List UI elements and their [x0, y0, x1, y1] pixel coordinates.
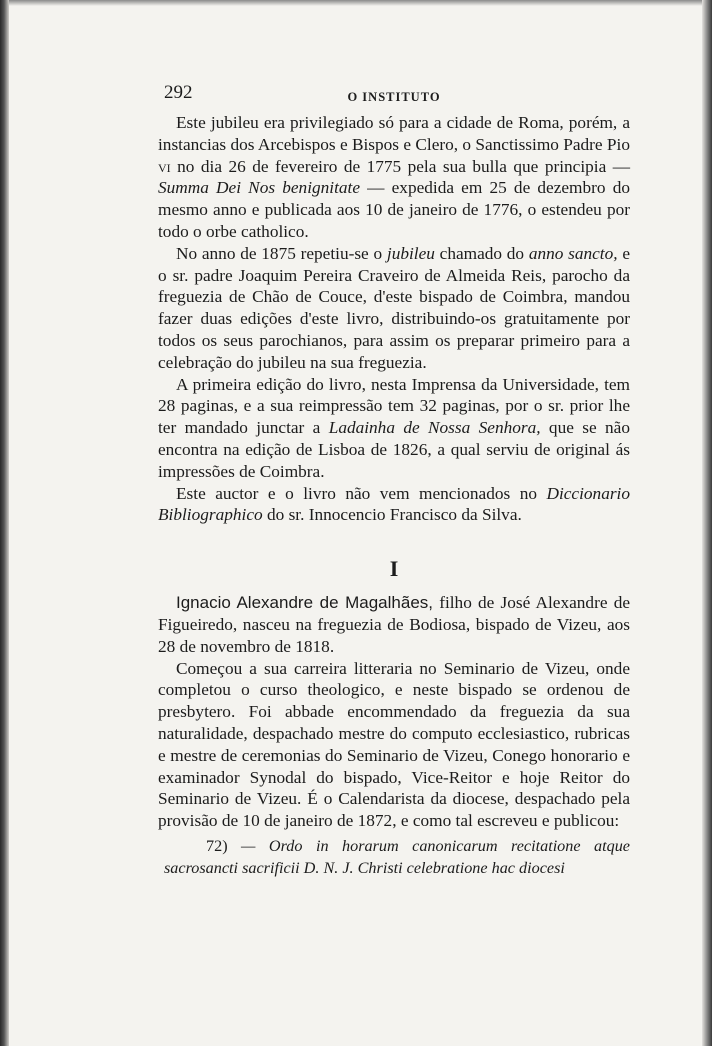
author-name: Ignacio Alexandre de Magalhães, — [176, 593, 434, 613]
page-header — [158, 82, 630, 112]
entry-number: 72) — [206, 836, 228, 855]
roman-numeral: vi — [158, 156, 171, 176]
intro-paragraph — [158, 483, 630, 527]
entry-title: — Ordo in horarum canonicarum recitatione atque sacrosancti sacrificii D. N. J. Christi celebratione hac diocesi — [164, 836, 630, 877]
text-run: Este jubileu era privilegiado só para a cidade de Roma, porém, a instancias dos Arcebispos e Bispos e Clero, o Sanctissimo Padre Pio — [158, 113, 630, 154]
italic-text: anno sancto, — [528, 243, 618, 263]
book-page — [158, 82, 630, 879]
section-text — [158, 592, 630, 832]
italic-text: Summa Dei Nos benignitate — [158, 178, 360, 198]
italic-text: jubileu — [386, 243, 435, 263]
intro-paragraph — [158, 374, 630, 483]
text-run: e o sr. padre Joaquim Pereira Craveiro de Almeida Reis, parocho da freguezia de Chão de Couce, d'este bispado de Coimbra, mandou fazer duas edições d'este livro, distribuindo-os gratuitamente por todos os seus parochianos, para assim os preparar primeiro para a celebração do jubileu na sua freguezia. — [158, 243, 631, 372]
text-run: no dia 26 de fevereiro de 1775 pela sua bulla que principia — — [170, 156, 630, 176]
italic-text: Ladainha de Nossa Senhora, — [328, 418, 541, 438]
text-run: Começou a sua carreira litteraria no Seminario de Vizeu, onde completou o curso theologico, e neste bispado se ordenou de presbytero. Foi abbade encommendado da freguezia da sua naturalidade, despachado mestre do computo ecclesiastico, rubricas e mestre de ceremonias do Seminario de Vizeu, Conego honorario e examinador Synodal do bispado, Vice-Reitor e hoje Reitor do Seminario de Vizeu. É o Calendarista da diocese, despachado pela provisão de 10 de janeiro de 1872, e como tal escreveu e publicou: — [158, 658, 630, 831]
section-paragraph — [158, 658, 630, 832]
text-run: filho de José Alexandre de Figueiredo, nasceu na freguezia de Bodiosa, bispado de Vizeu, aos 28 de novembro de 1818. — [158, 593, 630, 656]
intro-paragraph — [158, 112, 630, 243]
page-right-edge — [702, 0, 712, 1046]
italic-text: Diccionario Bibliographico — [158, 483, 630, 525]
text-run: — expedida em 25 de dezembro do mesmo anno e publicada aos 10 de janeiro de 1776, o estendeu por todo o orbe catholico. — [158, 178, 630, 241]
section-numeral: I — [389, 556, 399, 582]
page-gutter-shadow — [0, 0, 9, 1046]
running-head: O INSTITUTO — [347, 90, 441, 104]
text-run: Este auctor e o livro não vem mencionados no — [176, 483, 547, 503]
text-run: chamado do — [434, 243, 529, 263]
intro-text — [158, 112, 630, 526]
text-run: No anno de 1875 repetiu-se o — [176, 243, 387, 263]
intro-paragraph — [158, 243, 630, 374]
page-top-edge — [0, 0, 712, 6]
page-number: 292 — [164, 82, 193, 103]
section-paragraph — [158, 592, 630, 657]
bibliography-entry — [158, 835, 630, 879]
text-run: A primeira edição do livro, nesta Imprensa da Universidade, tem 28 paginas, e a sua reimpressão tem 32 paginas, por o sr. prior lhe ter mandado junctar a — [158, 374, 630, 438]
text-run: do sr. Innocencio Francisco da Silva. — [262, 505, 522, 525]
text-run: que se não encontra na edição de Lisboa de 1826, a qual serviu de original ás impressões de Coimbra. — [158, 418, 630, 481]
